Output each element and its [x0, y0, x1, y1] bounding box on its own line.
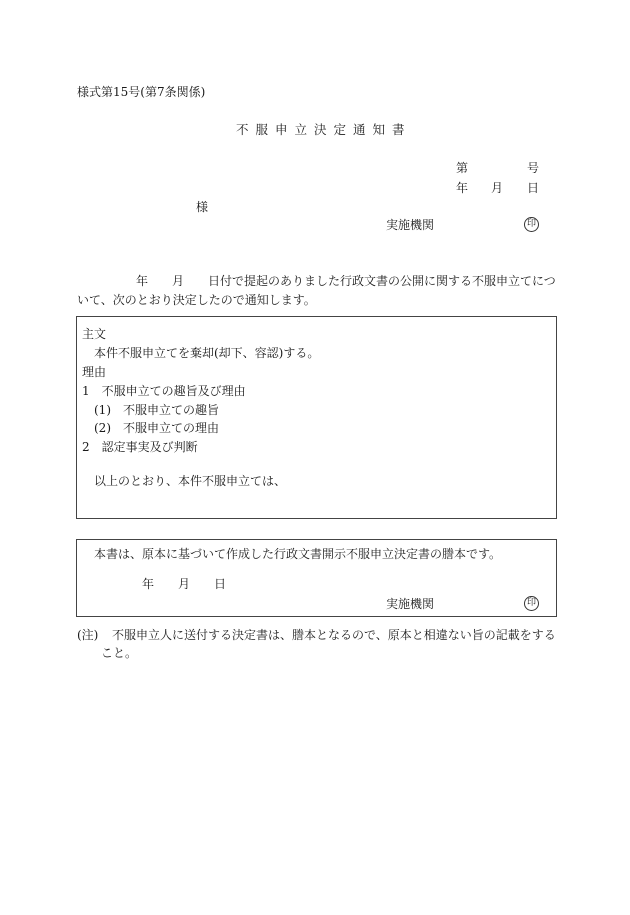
reason-item-2: 2 認定事実及び判断: [82, 440, 198, 454]
cert-agency-label: 実施機関: [386, 597, 435, 611]
date-tsuki: 月: [491, 181, 504, 195]
cert-date-hi: 日: [214, 577, 227, 591]
cert-date-nen: 年: [142, 577, 155, 591]
agency-label: 実施機関: [386, 218, 435, 232]
note-label: (注): [77, 628, 99, 642]
conclusion-text: 以上のとおり、本件不服申立ては、: [94, 474, 287, 488]
cert-date-tsuki: 月: [178, 577, 191, 591]
shubun-text: 本件不服申立てを棄却(却下、容認)する。: [94, 346, 320, 360]
document-title: 不服申立決定通知書: [236, 122, 412, 137]
seal-icon: 印: [524, 217, 539, 232]
date-hi: 日: [527, 181, 540, 195]
addressee-sama: 様: [196, 200, 209, 214]
date-nen: 年: [456, 181, 469, 195]
cert-seal-icon: 印: [524, 596, 539, 611]
ref-dai: 第: [456, 161, 469, 175]
intro-line1: 日付で提起のありました行政文書の公開に関する不服申立てにつ: [208, 274, 556, 288]
reason-item-1: 1 不服申立ての趣旨及び理由: [82, 384, 246, 398]
certification-text: 本書は、原本に基づいて作成した行政文書開示不服申立決定書の謄本です。: [94, 547, 502, 561]
intro-nen: 年: [136, 274, 149, 288]
intro-tsuki: 月: [172, 274, 185, 288]
reason-item-1-1: (1) 不服申立ての趣旨: [94, 403, 219, 417]
note-line2: こと。: [101, 646, 138, 660]
reason-item-1-2: (2) 不服申立ての理由: [94, 421, 219, 435]
shubun-heading: 主文: [82, 327, 107, 341]
riyu-heading: 理由: [82, 365, 107, 379]
form-number: 様式第15号(第7条関係): [77, 85, 206, 99]
note-line1: 不服申立人に送付する決定書は、謄本となるので、原本と相違ない旨の記載をする: [112, 628, 556, 642]
ref-go: 号: [527, 161, 540, 175]
intro-line2: いて、次のとおり決定したので通知します。: [77, 293, 316, 307]
